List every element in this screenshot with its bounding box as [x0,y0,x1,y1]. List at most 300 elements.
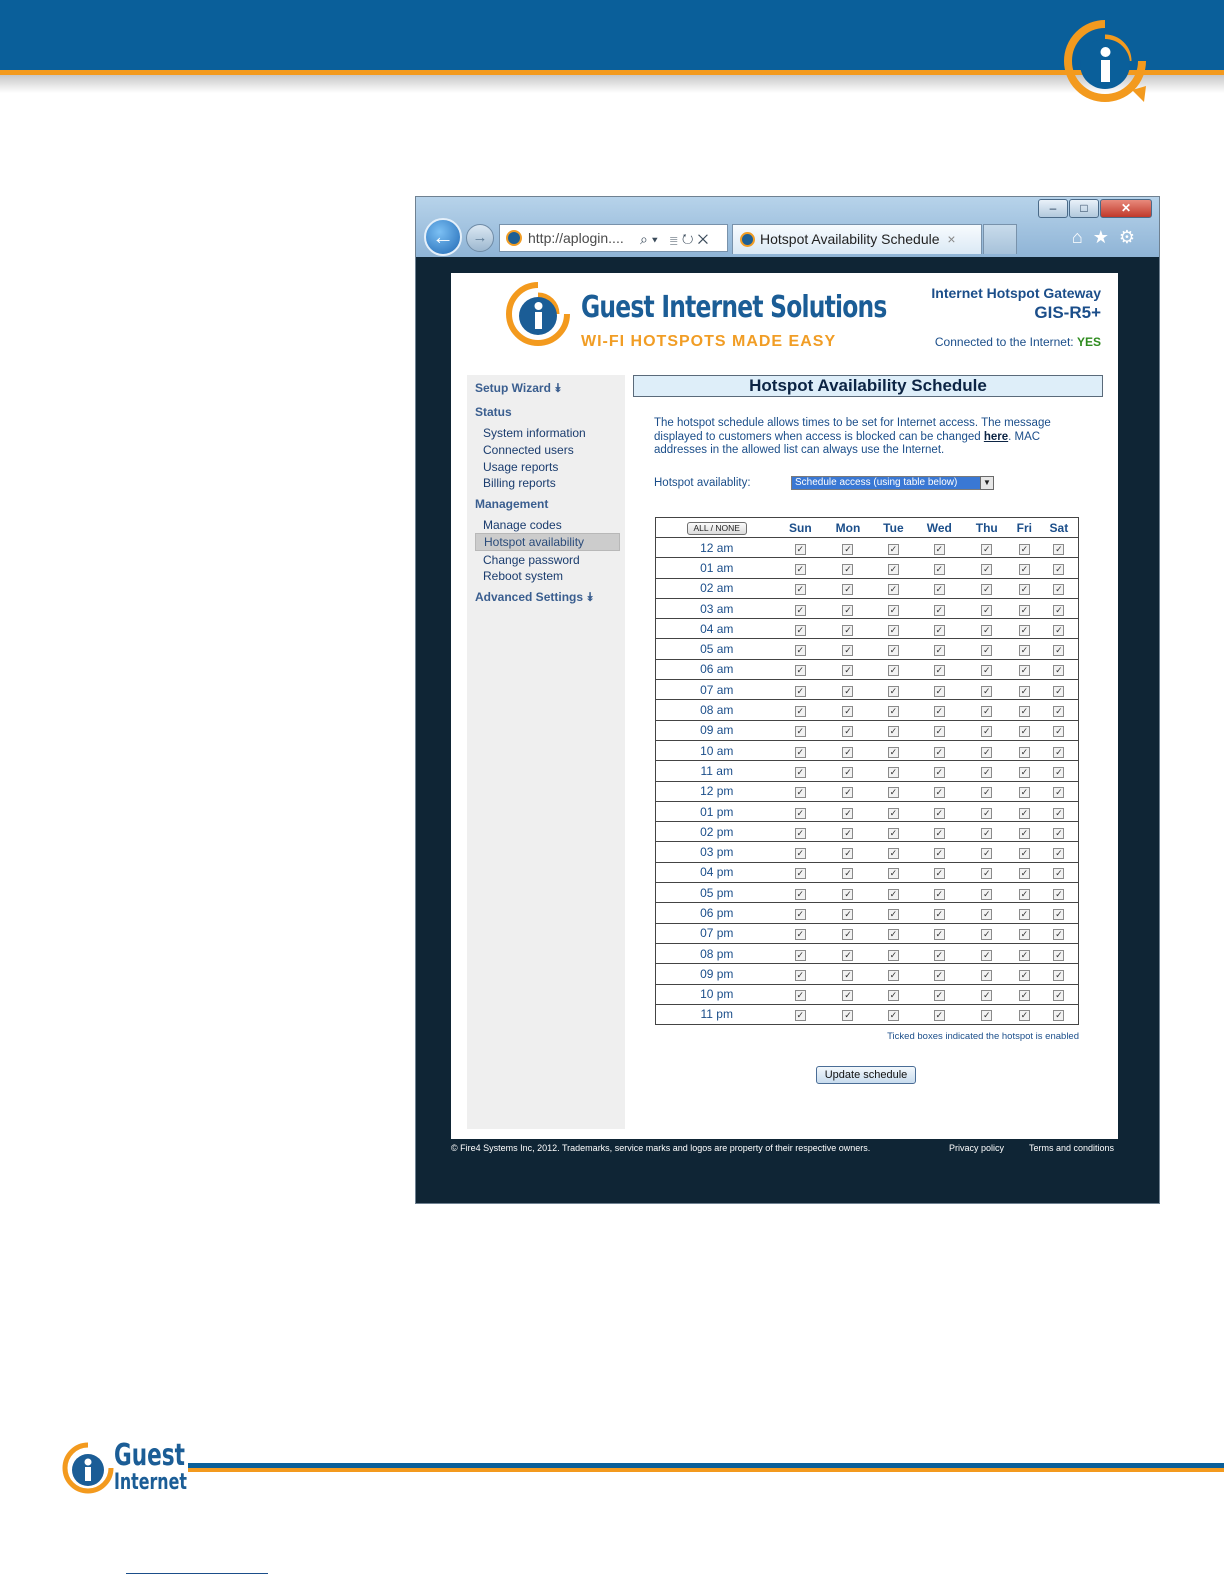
schedule-checkbox[interactable]: ✓ [796,787,805,798]
schedule-checkbox[interactable]: ✓ [844,848,852,859]
schedule-checkbox[interactable]: ✓ [844,665,852,676]
schedule-checkbox[interactable]: ✓ [1020,848,1029,859]
schedule-cell [1009,700,1040,720]
schedule-cell [965,740,1009,760]
schedule-checkbox[interactable]: ✓ [1020,969,1029,980]
schedule-checkbox[interactable]: ✓ [844,990,852,1001]
schedule-cell [914,619,965,639]
schedule-checkbox[interactable]: ✓ [844,807,852,818]
schedule-checkbox[interactable]: ✓ [889,827,898,838]
schedule-checkbox[interactable]: ✓ [982,645,991,656]
home-favorites-settings-icons[interactable]: ⌂★⚙ [1071,227,1145,247]
schedule-checkbox[interactable]: ✓ [935,645,944,656]
schedule-cell [1040,781,1079,801]
schedule-checkbox[interactable]: ✓ [889,706,898,717]
table-row [656,659,1079,679]
schedule-checkbox[interactable]: ✓ [982,827,991,838]
time-label: 11 pm [656,1004,778,1024]
schedule-checkbox[interactable]: ✓ [889,807,898,818]
schedule-checkbox[interactable]: ✓ [935,908,944,919]
schedule-checkbox[interactable]: ✓ [982,908,991,919]
schedule-checkbox[interactable]: ✓ [982,665,991,676]
site-name: Guest Internet Solutions [581,290,887,325]
connection-status [935,335,1101,349]
schedule-checkbox[interactable]: ✓ [844,604,852,615]
schedule-checkbox[interactable]: ✓ [935,949,944,960]
tab-close-icon[interactable]: × [947,231,956,247]
schedule-checkbox[interactable]: ✓ [796,665,805,676]
schedule-cell [778,558,824,578]
schedule-checkbox[interactable]: ✓ [935,665,944,676]
schedule-checkbox[interactable]: ✓ [796,868,805,879]
schedule-checkbox[interactable]: ✓ [935,706,944,717]
table-row [656,761,1079,781]
schedule-cell [1009,720,1040,740]
schedule-checkbox[interactable]: ✓ [844,624,852,635]
schedule-checkbox[interactable]: ✓ [889,726,898,737]
schedule-checkbox[interactable]: ✓ [1055,685,1063,696]
time-label: 03 am [656,598,778,618]
schedule-cell [1009,862,1040,882]
schedule-cell [965,680,1009,700]
schedule-checkbox[interactable]: ✓ [935,624,944,635]
schedule-cell [1040,761,1079,781]
schedule-checkbox[interactable]: ✓ [889,584,898,595]
schedule-checkbox[interactable]: ✓ [1020,949,1029,960]
schedule-cell [1040,659,1079,679]
tab-hotspot-availability[interactable] [732,224,982,254]
availability-select[interactable] [791,476,994,490]
terms-link[interactable]: Terms and conditions [1029,1143,1115,1153]
schedule-checkbox[interactable]: ✓ [1055,787,1063,798]
schedule-checkbox[interactable]: ✓ [935,726,944,737]
schedule-checkbox[interactable]: ✓ [796,563,805,574]
schedule-checkbox[interactable]: ✓ [982,949,991,960]
schedule-checkbox[interactable]: ✓ [844,584,852,595]
table-row [656,903,1079,923]
schedule-cell [873,781,914,801]
table-row [656,883,1079,903]
address-tools-icons[interactable]: ⌕▾ ≣↻✕ [636,224,728,252]
schedule-checkbox[interactable]: ✓ [889,888,898,899]
schedule-cell [965,720,1009,740]
sidebar-item-reboot-system[interactable]: Reboot system [483,569,564,583]
schedule-checkbox[interactable]: ✓ [1055,1010,1063,1021]
new-tab-button[interactable] [983,224,1017,254]
schedule-checkbox[interactable]: ✓ [889,645,898,656]
schedule-checkbox[interactable]: ✓ [1055,543,1063,554]
schedule-cell [1009,558,1040,578]
schedule-checkbox[interactable]: ✓ [1055,888,1063,899]
schedule-cell [914,842,965,862]
schedule-checkbox[interactable]: ✓ [935,969,944,980]
schedule-checkbox[interactable]: ✓ [1055,563,1063,574]
schedule-cell [823,761,873,781]
schedule-cell [965,558,1009,578]
schedule-cell [1040,619,1079,639]
schedule-checkbox[interactable]: ✓ [935,766,944,777]
schedule-checkbox[interactable]: ✓ [889,563,898,574]
sidebar-heading-management[interactable]: Management [475,497,549,511]
time-label: 10 pm [656,984,778,1004]
back-arrow-icon[interactable]: ← [424,218,462,256]
schedule-cell [1009,903,1040,923]
top-banner [0,0,1224,70]
minimize-button[interactable]: – [1038,199,1068,218]
schedule-checkbox[interactable]: ✓ [1020,1010,1029,1021]
sidebar-item-usage-reports[interactable]: Usage reports [483,460,559,474]
all-none-button[interactable]: ALL / NONE [687,522,747,535]
schedule-checkbox[interactable]: ✓ [1055,645,1063,656]
schedule-checkbox[interactable]: ✓ [1055,665,1063,676]
table-row [656,964,1079,984]
schedule-cell [778,740,824,760]
schedule-cell [823,578,873,598]
schedule-checkbox[interactable]: ✓ [796,543,805,554]
schedule-checkbox[interactable]: ✓ [935,746,944,757]
schedule-cell [778,1004,824,1024]
schedule-cell [914,984,965,1004]
schedule-cell [1009,538,1040,558]
schedule-checkbox[interactable]: ✓ [796,584,805,595]
schedule-checkbox[interactable]: ✓ [844,969,852,980]
table-row [656,680,1079,700]
schedule-checkbox[interactable]: ✓ [982,584,991,595]
schedule-checkbox[interactable]: ✓ [982,888,991,899]
schedule-checkbox[interactable]: ✓ [1055,868,1063,879]
table-note: Ticked boxes indicated the hotspot is enabled [887,1031,1079,1042]
schedule-cell [873,801,914,821]
schedule-cell [965,923,1009,943]
schedule-cell [914,862,965,882]
schedule-checkbox[interactable]: ✓ [844,868,852,879]
schedule-checkbox[interactable]: ✓ [982,706,991,717]
sidebar-setup-wizard[interactable]: Setup Wizard ⯯ [475,381,562,395]
schedule-checkbox[interactable]: ✓ [889,868,898,879]
schedule-checkbox[interactable]: ✓ [1020,726,1029,737]
schedule-checkbox[interactable]: ✓ [889,543,898,554]
time-label: 01 pm [656,801,778,821]
schedule-checkbox[interactable]: ✓ [796,929,805,940]
sidebar-item-hotspot-availability[interactable]: Hotspot availability [475,533,620,551]
schedule-checkbox[interactable]: ✓ [935,868,944,879]
schedule-cell [778,883,824,903]
schedule-checkbox[interactable]: ✓ [1020,787,1029,798]
schedule-checkbox[interactable]: ✓ [935,584,944,595]
schedule-cell [778,822,824,842]
schedule-checkbox[interactable]: ✓ [1055,726,1063,737]
schedule-checkbox[interactable]: ✓ [982,766,991,777]
schedule-checkbox[interactable]: ✓ [889,746,898,757]
browser-window [415,196,1160,1204]
table-row [656,558,1079,578]
schedule-cell [914,923,965,943]
schedule-checkbox[interactable]: ✓ [844,929,852,940]
time-label: 09 am [656,720,778,740]
schedule-cell [1009,984,1040,1004]
schedule-checkbox[interactable]: ✓ [796,746,805,757]
sidebar-item-system-information[interactable]: System information [483,426,586,440]
schedule-cell [965,822,1009,842]
schedule-checkbox[interactable]: ✓ [844,949,852,960]
schedule-cell [823,619,873,639]
schedule-cell [873,700,914,720]
schedule-checkbox[interactable]: ✓ [844,563,852,574]
schedule-checkbox[interactable]: ✓ [796,888,805,899]
table-row [656,822,1079,842]
schedule-cell [873,538,914,558]
sidebar-heading-status[interactable]: Status [475,405,512,419]
schedule-checkbox[interactable]: ✓ [796,908,805,919]
schedule-cell [914,578,965,598]
schedule-checkbox[interactable]: ✓ [844,908,852,919]
schedule-checkbox[interactable]: ✓ [982,685,991,696]
schedule-checkbox[interactable]: ✓ [935,807,944,818]
schedule-checkbox[interactable]: ✓ [935,827,944,838]
schedule-cell [1009,781,1040,801]
schedule-cell [1040,740,1079,760]
schedule-checkbox[interactable]: ✓ [982,624,991,635]
table-row [656,1004,1079,1024]
schedule-checkbox[interactable]: ✓ [982,604,991,615]
schedule-cell [823,639,873,659]
schedule-checkbox[interactable]: ✓ [796,706,805,717]
schedule-checkbox[interactable]: ✓ [982,969,991,980]
schedule-checkbox[interactable]: ✓ [844,706,852,717]
schedule-checkbox[interactable]: ✓ [1020,685,1029,696]
schedule-checkbox[interactable]: ✓ [1020,645,1029,656]
schedule-checkbox[interactable]: ✓ [1055,706,1063,717]
forward-arrow-icon[interactable]: → [466,224,494,252]
schedule-cell [823,964,873,984]
time-label: 06 am [656,659,778,679]
schedule-checkbox[interactable]: ✓ [1055,908,1063,919]
schedule-checkbox[interactable]: ✓ [982,990,991,1001]
schedule-checkbox[interactable]: ✓ [935,563,944,574]
schedule-checkbox[interactable]: ✓ [889,929,898,940]
schedule-checkbox[interactable]: ✓ [889,685,898,696]
schedule-checkbox[interactable]: ✓ [1055,807,1063,818]
schedule-checkbox[interactable]: ✓ [796,990,805,1001]
table-row [656,923,1079,943]
schedule-checkbox[interactable]: ✓ [935,604,944,615]
schedule-checkbox[interactable]: ✓ [982,746,991,757]
schedule-checkbox[interactable]: ✓ [796,969,805,980]
day-header: Wed [914,518,965,538]
schedule-checkbox[interactable]: ✓ [1055,746,1063,757]
schedule-checkbox[interactable]: ✓ [844,827,852,838]
schedule-cell [873,761,914,781]
schedule-checkbox[interactable]: ✓ [1020,665,1029,676]
schedule-cell [823,801,873,821]
schedule-cell [1040,984,1079,1004]
schedule-checkbox[interactable]: ✓ [796,1010,805,1021]
schedule-checkbox[interactable]: ✓ [889,624,898,635]
schedule-cell [873,598,914,618]
schedule-checkbox[interactable]: ✓ [935,848,944,859]
schedule-checkbox[interactable]: ✓ [1020,543,1029,554]
close-window-button[interactable]: ✕ [1100,199,1152,218]
schedule-checkbox[interactable]: ✓ [796,827,805,838]
schedule-checkbox[interactable]: ✓ [1055,624,1063,635]
schedule-cell [1040,822,1079,842]
schedule-checkbox[interactable]: ✓ [1020,746,1029,757]
schedule-checkbox[interactable]: ✓ [1020,766,1029,777]
schedule-checkbox[interactable]: ✓ [889,990,898,1001]
schedule-checkbox[interactable]: ✓ [889,969,898,980]
tab-title: Hotspot Availability Schedule [760,231,940,247]
schedule-checkbox[interactable]: ✓ [844,645,852,656]
schedule-checkbox[interactable]: ✓ [796,685,805,696]
schedule-checkbox[interactable]: ✓ [1055,827,1063,838]
schedule-checkbox[interactable]: ✓ [1055,604,1063,615]
sidebar-advanced-settings[interactable]: Advanced Settings ⯯ [475,590,594,604]
schedule-checkbox[interactable]: ✓ [889,848,898,859]
schedule-cell [965,903,1009,923]
schedule-checkbox[interactable]: ✓ [889,665,898,676]
schedule-checkbox[interactable]: ✓ [982,848,991,859]
table-row [656,842,1079,862]
gateway-title: Internet Hotspot Gateway [931,285,1101,301]
schedule-checkbox[interactable]: ✓ [1020,990,1029,1001]
schedule-checkbox[interactable]: ✓ [982,543,991,554]
schedule-checkbox[interactable]: ✓ [982,807,991,818]
schedule-checkbox[interactable]: ✓ [889,787,898,798]
schedule-checkbox[interactable]: ✓ [982,1010,991,1021]
schedule-checkbox[interactable]: ✓ [889,604,898,615]
schedule-checkbox[interactable]: ✓ [889,908,898,919]
time-label: 05 am [656,639,778,659]
schedule-checkbox[interactable]: ✓ [935,929,944,940]
schedule-cell [778,659,824,679]
schedule-checkbox[interactable]: ✓ [935,888,944,899]
table-row [656,984,1079,1004]
schedule-checkbox[interactable]: ✓ [1055,969,1063,980]
schedule-cell [1009,1004,1040,1024]
maximize-button[interactable]: □ [1069,199,1099,218]
schedule-checkbox[interactable]: ✓ [1020,584,1029,595]
schedule-checkbox[interactable]: ✓ [844,685,852,696]
time-label: 07 am [656,680,778,700]
schedule-cell [1040,558,1079,578]
schedule-cell [778,923,824,943]
schedule-cell [873,558,914,578]
schedule-checkbox[interactable]: ✓ [982,726,991,737]
schedule-cell [914,720,965,740]
update-schedule-button[interactable]: Update schedule [816,1066,916,1084]
schedule-checkbox[interactable]: ✓ [844,1010,852,1021]
schedule-checkbox[interactable]: ✓ [935,543,944,554]
schedule-checkbox[interactable]: ✓ [796,807,805,818]
schedule-cell [873,923,914,943]
schedule-cell [823,822,873,842]
schedule-cell [778,801,824,821]
privacy-policy-link[interactable]: Privacy policy [949,1143,1005,1153]
time-label: 12 pm [656,781,778,801]
availability-label: Hotspot availablity: [654,477,751,489]
schedule-checkbox[interactable]: ✓ [1055,949,1063,960]
schedule-table [655,517,1079,1025]
table-row [656,578,1079,598]
schedule-checkbox[interactable]: ✓ [935,990,944,1001]
schedule-cell [914,558,965,578]
sidebar-item-billing-reports[interactable]: Billing reports [483,476,556,490]
schedule-checkbox[interactable]: ✓ [844,726,852,737]
schedule-checkbox[interactable]: ✓ [796,604,805,615]
dropdown-arrow-icon[interactable]: ▼ [980,476,994,490]
sidebar-item-change-password[interactable]: Change password [483,553,580,567]
schedule-checkbox[interactable]: ✓ [1020,888,1029,899]
schedule-checkbox[interactable]: ✓ [844,787,852,798]
schedule-checkbox[interactable]: ✓ [982,868,991,879]
schedule-cell [778,842,824,862]
schedule-checkbox[interactable]: ✓ [844,543,852,554]
message-here-link[interactable]: here [983,430,1009,443]
schedule-cell [873,740,914,760]
schedule-checkbox[interactable]: ✓ [1020,563,1029,574]
schedule-checkbox[interactable]: ✓ [982,929,991,940]
schedule-checkbox[interactable]: ✓ [796,848,805,859]
schedule-cell [1040,943,1079,963]
schedule-cell [965,964,1009,984]
schedule-checkbox[interactable]: ✓ [796,726,805,737]
schedule-checkbox[interactable]: ✓ [1020,807,1029,818]
footer-rule-accent [188,1468,1224,1472]
schedule-checkbox[interactable]: ✓ [889,949,898,960]
time-label: 03 pm [656,842,778,862]
schedule-checkbox[interactable]: ✓ [935,787,944,798]
schedule-cell [914,659,965,679]
schedule-cell [1009,740,1040,760]
schedule-checkbox[interactable]: ✓ [982,787,991,798]
schedule-checkbox[interactable]: ✓ [1020,929,1029,940]
schedule-cell [965,842,1009,862]
sidebar-item-connected-users[interactable]: Connected users [483,443,574,457]
schedule-checkbox[interactable]: ✓ [889,766,898,777]
schedule-checkbox[interactable]: ✓ [1020,706,1029,717]
schedule-checkbox[interactable]: ✓ [1055,766,1063,777]
schedule-checkbox[interactable]: ✓ [1020,868,1029,879]
table-row [656,598,1079,618]
schedule-checkbox[interactable]: ✓ [844,888,852,899]
schedule-checkbox[interactable]: ✓ [796,624,805,635]
schedule-checkbox[interactable]: ✓ [1020,827,1029,838]
sidebar [467,375,625,1129]
schedule-checkbox[interactable]: ✓ [796,645,805,656]
sidebar-item-manage-codes[interactable]: Manage codes [483,518,562,532]
schedule-cell [914,1004,965,1024]
time-label: 01 am [656,558,778,578]
schedule-checkbox[interactable]: ✓ [935,685,944,696]
schedule-checkbox[interactable]: ✓ [935,1010,944,1021]
schedule-checkbox[interactable]: ✓ [796,949,805,960]
schedule-checkbox[interactable]: ✓ [1055,990,1063,1001]
schedule-cell [1040,538,1079,558]
schedule-cell [1040,720,1079,740]
schedule-checkbox[interactable]: ✓ [889,1010,898,1021]
schedule-checkbox[interactable]: ✓ [796,766,805,777]
schedule-checkbox[interactable]: ✓ [844,746,852,757]
schedule-checkbox[interactable]: ✓ [1055,929,1063,940]
schedule-checkbox[interactable]: ✓ [1055,584,1063,595]
schedule-checkbox[interactable]: ✓ [1020,908,1029,919]
schedule-checkbox[interactable]: ✓ [1020,604,1029,615]
schedule-checkbox[interactable]: ✓ [1055,848,1063,859]
schedule-checkbox[interactable]: ✓ [844,766,852,777]
schedule-checkbox[interactable]: ✓ [982,563,991,574]
schedule-checkbox[interactable]: ✓ [1020,624,1029,635]
schedule-cell [965,943,1009,963]
